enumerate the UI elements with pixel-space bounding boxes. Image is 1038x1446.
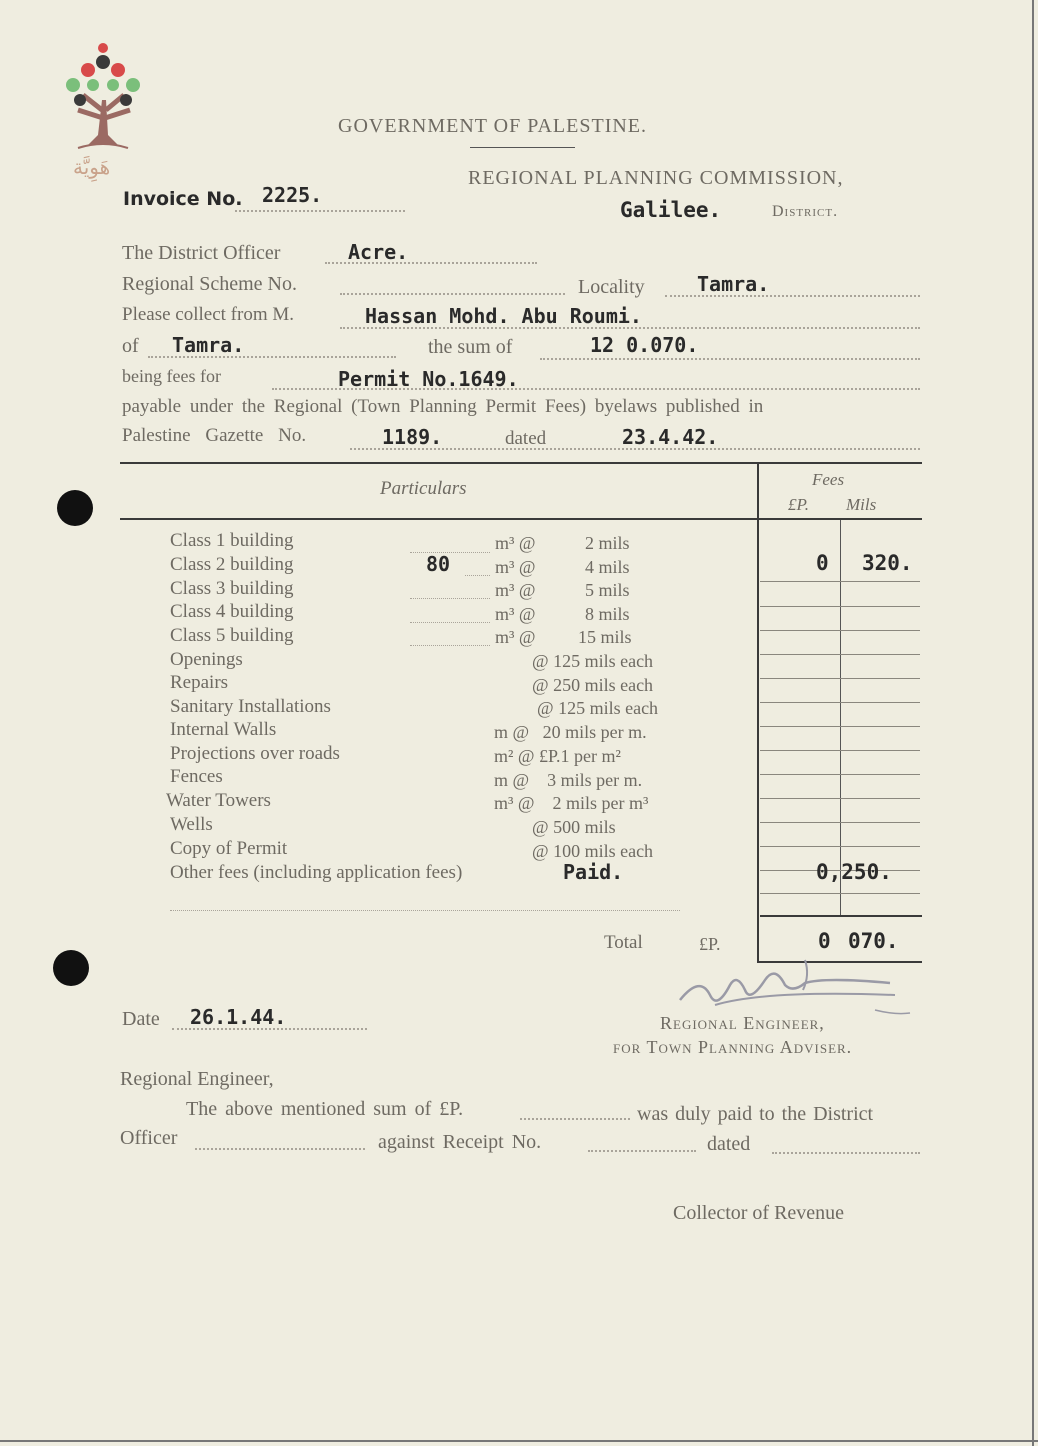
table-row: Class 5 building <box>170 625 294 646</box>
row-unit: m³ @ <box>495 604 536 624</box>
total-rule <box>760 915 922 917</box>
row-qty: 80 <box>426 552 451 576</box>
dated-label: dated <box>505 428 547 449</box>
lp-header: £P. <box>788 495 809 514</box>
row-rate: 15 mils <box>578 627 632 647</box>
row-rate: @ 250 mils each <box>532 675 654 695</box>
lp-mils-divider <box>840 520 841 915</box>
table-row: Projections over roads <box>170 743 340 764</box>
row-unit: m³ @ <box>495 557 536 577</box>
table-row: Fences <box>170 766 223 787</box>
government-title: GOVERNMENT OF PALESTINE. <box>338 115 648 137</box>
table-top-rule <box>120 462 922 464</box>
table-row: Sanitary Installations <box>170 696 331 717</box>
row-rate: @ 125 mils each <box>532 651 654 671</box>
row-rate: @ 500 mils <box>532 817 616 837</box>
row-rate: m @ 20 mils per m. <box>494 722 647 742</box>
district-label: District. <box>772 203 839 220</box>
row2-mils: 320. <box>862 551 913 575</box>
row-rate: @ 100 mils each <box>532 841 654 861</box>
row-rate: m² @ £P.1 per m² <box>494 746 621 766</box>
table-row: Class 1 building <box>170 530 294 551</box>
row2-lp: 0 <box>816 551 829 575</box>
locality-value: Tamra. <box>697 272 770 296</box>
punch-hole-top <box>57 490 93 526</box>
commission-title: REGIONAL PLANNING COMMISSION, <box>468 167 844 189</box>
other-fees-status: Paid. <box>563 860 624 884</box>
fees-label: being fees for <box>122 366 221 386</box>
dated-value: 23.4.42. <box>622 425 719 449</box>
other-fees-amount: 0,250. <box>816 860 892 884</box>
fees-header: Fees <box>812 470 845 489</box>
page-edge-right <box>1032 0 1034 1446</box>
officer-footer-label: Officer <box>120 1127 178 1149</box>
row-unit: m³ @ <box>495 580 536 600</box>
officer-label: The District Officer <box>122 242 281 264</box>
row-rate: 5 mils <box>585 580 630 600</box>
table-row: Other fees (including application fees) <box>170 862 463 883</box>
table-header-rule <box>120 518 922 520</box>
collect-value: Hassan Mohd. Abu Roumi. <box>365 304 642 328</box>
total-lp: 0 <box>818 929 831 953</box>
total-mils: 070. <box>848 929 899 953</box>
row-rate: 8 mils <box>585 604 630 624</box>
paid-text-2: was duly paid to the District <box>637 1103 874 1125</box>
receipt-dated: dated <box>707 1133 751 1155</box>
table-row: Copy of Permit <box>170 838 288 859</box>
table-row: Internal Walls <box>170 719 277 740</box>
table-row: Openings <box>170 649 243 670</box>
fees-column-divider <box>757 463 759 963</box>
table-row: Class 4 building <box>170 601 294 622</box>
table-row: Repairs <box>170 672 229 693</box>
total-label: Total <box>604 932 643 953</box>
logo <box>58 40 148 210</box>
collect-label: Please collect from M. <box>122 304 295 325</box>
locality-label: Locality <box>578 276 645 298</box>
sum-label: the sum of <box>428 336 513 358</box>
total-unit: £P. <box>699 934 721 954</box>
family-tree-logo-icon <box>58 40 148 155</box>
row-rate: 2 mils <box>585 533 630 553</box>
punch-hole-bottom <box>53 950 89 986</box>
logo-text: هَوِيَّة <box>73 155 111 179</box>
of-label: of <box>122 335 139 357</box>
gazette-value: 1189. <box>382 425 443 449</box>
invoice-label: Invoice No. <box>123 188 243 210</box>
row-unit: m³ @ <box>495 533 536 553</box>
payable-text: payable under the Regional (Town Planning Permit Fees) byelaws published in <box>122 396 764 417</box>
paid-text-1: The above mentioned sum of £P. <box>186 1098 464 1120</box>
of-value: Tamra. <box>172 333 245 357</box>
row-rate: m @ 3 mils per m. <box>494 770 643 790</box>
adviser-line: for Town Planning Adviser. <box>613 1037 853 1057</box>
district-value: Galilee. <box>620 198 722 222</box>
sum-value: 12 0.070. <box>590 333 699 357</box>
title-underline <box>470 147 575 148</box>
mils-header: Mils <box>846 495 877 514</box>
regional-engineer-heading: Regional Engineer, <box>120 1068 274 1090</box>
row-rate: @ 125 mils each <box>537 698 659 718</box>
collector-label: Collector of Revenue <box>673 1202 845 1224</box>
row-rate: 4 mils <box>585 557 630 577</box>
row-rate: m³ @ 2 mils per m³ <box>494 793 649 813</box>
receipt-label: against Receipt No. <box>378 1131 542 1153</box>
particulars-header: Particulars <box>380 478 467 499</box>
invoice-number: 2225. <box>262 183 323 207</box>
table-row: Water Towers <box>166 790 271 811</box>
page-edge-bottom <box>0 1440 1038 1442</box>
table-row: Class 3 building <box>170 578 294 599</box>
gazette-label: Palestine Gazette No. <box>122 425 307 446</box>
scheme-label: Regional Scheme No. <box>122 273 297 295</box>
table-row: Class 2 building <box>170 554 294 575</box>
row-unit: m³ @ <box>495 627 536 647</box>
fees-value: Permit No.1649. <box>338 367 519 391</box>
date-value: 26.1.44. <box>190 1005 287 1029</box>
table-row: Wells <box>170 814 213 835</box>
date-label: Date <box>122 1008 160 1030</box>
officer-value: Acre. <box>348 240 409 264</box>
engineer-line: Regional Engineer, <box>660 1013 825 1033</box>
